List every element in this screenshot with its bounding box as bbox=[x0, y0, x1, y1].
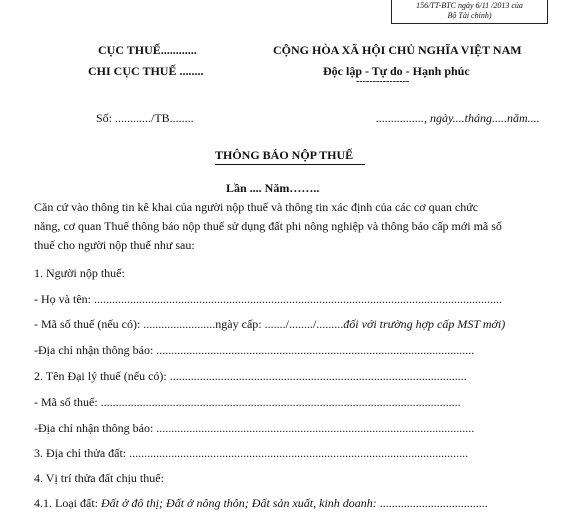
document-title: THÔNG BÁO NỘP THUẾ bbox=[215, 148, 354, 162]
motto-underline: ---------------- bbox=[356, 76, 410, 87]
legal-reference-box bbox=[391, 0, 548, 24]
tax-department-label: CỤC THUẾ............ bbox=[98, 43, 197, 57]
land-location-heading: 4. Vị trí thửa đất chịu thuế: bbox=[34, 471, 164, 485]
notice-date: ................, ngày....tháng.....năm.... bbox=[376, 111, 540, 125]
document-subtitle: Lần .... Năm…….. bbox=[226, 181, 320, 195]
tax-branch-label: CHI CỤC THUẾ ........ bbox=[88, 64, 204, 78]
intro-line-2: năng, cơ quan Thuế thông báo nộp thuế sử dụng đất phi nông nghiệp và thông báo cấp mới mã số bbox=[34, 219, 502, 233]
national-motto: Độc lập - Tự do - Hạnh phúc bbox=[323, 64, 470, 78]
notice-number: Số: ............/TB........ bbox=[96, 111, 194, 125]
land-type-field bbox=[34, 496, 488, 511]
agent-address-field: -Địa chỉ nhận thông báo: .......................................................................................................... bbox=[34, 421, 475, 435]
national-title: CỘNG HÒA XÃ HỘI CHỦ NGHĨA VIỆT NAM bbox=[273, 43, 522, 57]
land-address-field: 3. Địa chỉ thửa đất: ................................................................................................................. bbox=[34, 446, 469, 460]
tax-code-field bbox=[34, 317, 505, 332]
taxpayer-heading: 1. Người nộp thuế: bbox=[34, 266, 125, 280]
notification-address-field: -Địa chỉ nhận thông báo: .......................................................................................................... bbox=[34, 343, 475, 357]
land-type-label: 4.1. Loại đất: bbox=[34, 496, 101, 510]
reference-line-1: 156/TT-BTC ngày 6/11 /2013 của bbox=[416, 1, 523, 10]
intro-line-3: thuế cho người nộp thuế như sau: bbox=[34, 238, 195, 252]
tax-code-label: - Mã số thuế (nếu có): ........................ngày cấp: ......./......../......... bbox=[34, 317, 344, 331]
agent-tax-code-field: - Mã số thuế: ........................................................................................................................ bbox=[34, 395, 461, 409]
tax-agent-field: 2. Tên Đại lý thuế (nếu có): ................................................................................................... bbox=[34, 369, 467, 383]
land-type-options: Đất ở đô thị; Đất ở nông thôn; Đất sản xuất, kinh doanh: bbox=[100, 496, 377, 510]
fullname-field: - Họ và tên: ........................................................................................................................................ bbox=[34, 292, 502, 306]
land-type-dots: .................................... bbox=[376, 496, 488, 510]
intro-line-1: Căn cứ vào thông tin kê khai của người nộp thuế và thông tin xác định của các cơ quan chức bbox=[34, 200, 479, 214]
title-underline bbox=[215, 164, 365, 165]
new-tax-code-note: đối với trường hợp cấp MST mới) bbox=[343, 317, 506, 331]
reference-line-2: Bộ Tài chính) bbox=[447, 11, 492, 20]
